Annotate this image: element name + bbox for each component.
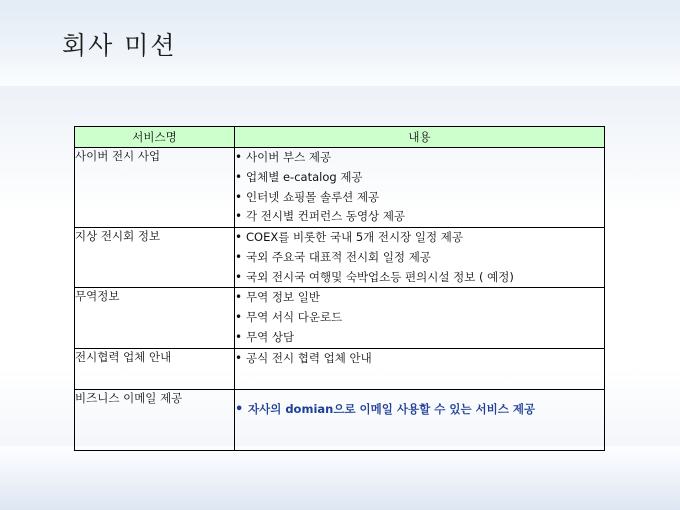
list-item: • COEX를 비롯한 국내 5개 전시장 일정 제공 — [235, 228, 604, 248]
service-content-cell — [235, 288, 605, 348]
list-item: • 인터넷 쇼핑몰 솔루션 제공 — [235, 188, 604, 208]
list-item: • 국외 전시국 여행및 숙박업소등 편의시설 정보 ( 예정) — [235, 268, 604, 288]
bottom-background-band — [0, 446, 680, 510]
list-item: • 무역 서식 다운로드 — [235, 308, 604, 328]
list-item: • 공식 전시 협력 업체 안내 — [235, 349, 604, 369]
service-name-cell: 사이버 전시 사업 — [75, 148, 235, 228]
service-name-cell: 비즈니스 이메일 제공 — [75, 389, 235, 450]
bullet-list — [235, 228, 604, 287]
bullet-list — [235, 349, 604, 369]
service-name-cell: 지상 전시회 정보 — [75, 228, 235, 288]
table-row — [75, 389, 605, 450]
page-title: 회사 미션 — [62, 31, 177, 60]
services-table — [74, 126, 605, 451]
list-item: • 업체별 e-catalog 제공 — [235, 168, 604, 188]
list-item: • 무역 정보 일반 — [235, 288, 604, 308]
table-row — [75, 228, 605, 288]
bullet-list — [235, 400, 604, 420]
table-row — [75, 288, 605, 348]
table-header-row — [75, 127, 605, 148]
list-item: • 국외 주요국 대표적 전시회 일정 제공 — [235, 248, 604, 268]
column-header-content: 내용 — [235, 127, 605, 148]
table-row — [75, 148, 605, 228]
bullet-list — [235, 148, 604, 227]
column-header-service-name: 서비스명 — [75, 127, 235, 148]
service-content-cell — [235, 148, 605, 228]
list-item: • 각 전시별 컨퍼런스 동영상 제공 — [235, 207, 604, 227]
service-name-cell: 무역정보 — [75, 288, 235, 348]
list-item: • 사이버 부스 제공 — [235, 148, 604, 168]
list-item: • 자사의 domian으로 이메일 사용할 수 있는 서비스 제공 — [235, 400, 604, 420]
bullet-list — [235, 288, 604, 347]
table-body — [75, 148, 605, 451]
list-item: • 무역 상담 — [235, 328, 604, 348]
service-name-cell: 전시협력 업체 안내 — [75, 348, 235, 389]
service-content-cell — [235, 228, 605, 288]
service-content-cell — [235, 389, 605, 450]
service-content-cell — [235, 348, 605, 389]
table-row — [75, 348, 605, 389]
